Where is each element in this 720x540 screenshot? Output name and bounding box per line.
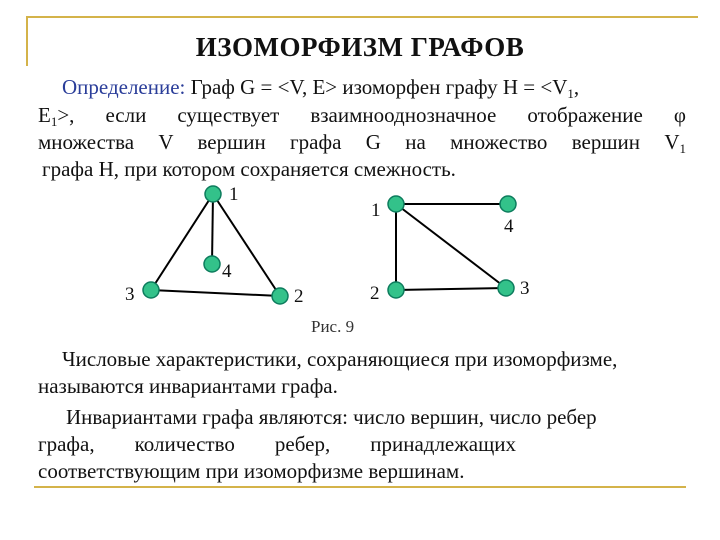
graph-h-label-3: 3	[520, 278, 530, 299]
figure-caption: Рис. 9	[311, 317, 355, 336]
graph-h-edge-1-3	[396, 204, 506, 288]
graph-g-label-3: 3	[125, 284, 135, 305]
graph-h-vertex-1	[388, 196, 404, 212]
definition-line-1-text: Граф G = <V, E> изоморфен графу H = <V	[185, 75, 568, 99]
definition-line-2-text: >, если существует взаимнооднозначное отображение φ	[57, 103, 686, 127]
definition-line-1-sub: 1	[567, 86, 574, 101]
para2-line-2: графа, количество ребер, принадлежащих	[38, 432, 516, 456]
definition-label: Определение:	[62, 75, 186, 99]
graph-h-label-2: 2	[370, 283, 380, 304]
graph-g-label-1: 1	[229, 184, 239, 205]
graph-g-vertex-1	[205, 186, 221, 202]
graph-g-label-4: 4	[222, 261, 232, 282]
graph-h	[370, 196, 530, 304]
definition-line-2-start: E	[38, 103, 51, 127]
graph-h-label-4: 4	[504, 216, 514, 237]
graph-h-label-1: 1	[371, 200, 381, 221]
para1-line-1: Числовые характеристики, сохраняющиеся при изоморфизме,	[62, 347, 618, 371]
graph-h-edge-2-3	[396, 288, 506, 290]
definition-line-4: графа H, при котором сохраняется смежность.	[42, 157, 456, 181]
graph-h-vertex-2	[388, 282, 404, 298]
definition-line-2-sub: 1	[50, 114, 58, 129]
graph-g-vertex-3	[143, 282, 159, 298]
graph-g-label-2: 2	[294, 286, 304, 307]
para1-line-2: называются инвариантами графа.	[38, 374, 338, 398]
graph-g-edge-1-4	[212, 194, 213, 264]
definition-line-3-sub: 1	[679, 141, 686, 156]
graph-g-vertex-4	[204, 256, 220, 272]
graph-g-edge-1-3	[151, 194, 213, 290]
definition-line-1-end: ,	[573, 75, 580, 99]
graph-h-vertex-3	[498, 280, 514, 296]
para2-line-3: соответствующим при изоморфизме вершинам.	[38, 459, 465, 483]
graph-g	[125, 184, 304, 307]
para2-line-1: Инвариантами графа являются: число вершин, число ребер	[66, 405, 597, 429]
graph-g-edge-3-2	[151, 290, 280, 296]
definition-line-3-text: множества V вершин графа G на множество вершин V	[38, 130, 680, 154]
graph-h-vertex-4	[500, 196, 516, 212]
graph-g-vertex-2	[272, 288, 288, 304]
slide-title: ИЗОМОРФИЗМ ГРАФОВ	[195, 32, 525, 62]
